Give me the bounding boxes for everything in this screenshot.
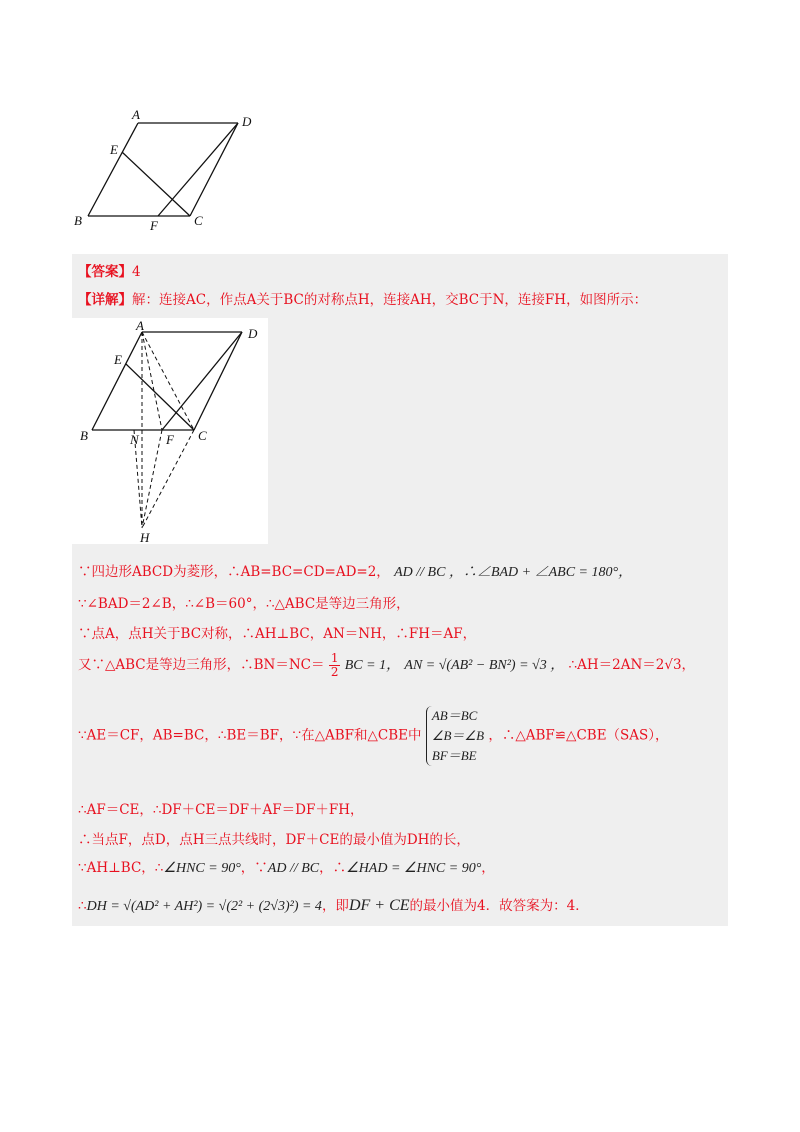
label-C: C — [194, 213, 203, 228]
step-4 — [78, 652, 695, 679]
step-7 — [78, 828, 470, 848]
step-9-math: DH = √(AD² + AH²) = √(2² + (2√3)²) = 4 — [86, 899, 322, 914]
construction-figure — [72, 318, 268, 544]
congruence-system — [426, 706, 484, 766]
label-C: C — [198, 428, 207, 443]
step-8-text-c: ，∴ — [319, 860, 347, 876]
step-4-math: AN = √(AB² − BN²) = √3 ， — [404, 658, 565, 673]
step-5-text-a: ∵AE＝CF，AB=BC，∴BE＝BF，∵在△ABF和△CBE中 — [78, 727, 422, 744]
solution-panel — [72, 254, 728, 926]
step-4-text-c: ∴AH＝2AN＝2√3， — [568, 657, 696, 673]
label-E: E — [114, 352, 122, 367]
system-row-1: AB＝BC — [431, 708, 478, 723]
step-8-text-b: ，∵ — [240, 860, 268, 876]
system-row-3: BF＝BE — [431, 748, 477, 763]
segment-EC — [126, 364, 194, 430]
step-9-text-c: 的最小值为4．故答案为：4． — [409, 898, 589, 914]
step-1 — [78, 560, 632, 581]
label-A: A — [132, 107, 140, 122]
segment-FH — [142, 430, 162, 528]
step-4-text-a: 又∵△ABC是等边三角形，∴BN＝NC＝ — [78, 657, 325, 673]
step-8 — [78, 856, 495, 877]
step-9-math-2: DF + CE — [348, 897, 410, 914]
detail-intro: 解：连接AC，作点A关于BC的对称点H，连接AH，交BC于N，连接FH，如图所示： — [132, 292, 648, 308]
label-D: D — [248, 326, 258, 341]
side-AB — [88, 123, 138, 216]
step-5-text-b: ，∴△ABF≌△CBE（SAS）， — [488, 727, 669, 744]
answer-line — [78, 260, 141, 280]
label-A: A — [136, 318, 144, 333]
step-9-text-b: ，即 — [321, 898, 349, 914]
fraction-numerator: 1 — [330, 651, 339, 665]
segment-AC — [142, 332, 194, 430]
step-1-text: ∵四边形ABCD为菱形，∴AB=BC=CD=AD=2， — [78, 564, 390, 580]
label-F: F — [166, 432, 174, 447]
answer-value: 4 — [132, 264, 141, 280]
step-6 — [78, 798, 364, 818]
label-E: E — [110, 142, 118, 157]
label-N: N — [130, 432, 139, 447]
step-7-text: ∴当点F，点D，点H三点共线时，DF＋CE的最小值为DH的长， — [78, 832, 470, 848]
rhombus-figure — [70, 100, 270, 240]
segment-FD — [158, 123, 238, 216]
step-4-text-b: BC = 1， — [344, 658, 401, 673]
segment-FD — [162, 332, 242, 430]
segment-EC — [122, 152, 190, 216]
step-6-text: ∴AF＝CE，∴DF＋CE＝DF＋AF＝DF＋FH， — [78, 802, 364, 818]
step-3 — [78, 622, 476, 642]
label-B: B — [74, 213, 82, 228]
step-5 — [78, 706, 669, 766]
label-H: H — [140, 530, 150, 544]
fraction-denominator: 2 — [330, 665, 339, 679]
segment-AF — [142, 332, 162, 430]
label-D: D — [242, 114, 252, 129]
step-8-text-a: ∵AH⊥BC，∴ — [78, 860, 164, 876]
step-2-text: ∵∠BAD＝2∠B，∴∠B＝60°，∴△ABC是等边三角形， — [78, 596, 410, 612]
label-B: B — [80, 428, 88, 443]
step-9-text-a: ∴ — [78, 898, 87, 914]
step-9 — [78, 894, 589, 915]
detail-tag: 【详解】 — [78, 292, 132, 308]
system-row-2: ∠B＝∠B — [431, 728, 485, 743]
fraction-half — [329, 652, 341, 679]
step-8-text-d: ， — [481, 860, 495, 876]
detail-line — [78, 288, 647, 308]
step-8-math-2: AD // BC — [267, 861, 320, 876]
step-1-math: AD // BC ，∴∠BAD + ∠ABC = 180°， — [394, 565, 633, 580]
step-8-math-1: ∠HNC = 90° — [163, 861, 241, 876]
label-F: F — [150, 218, 158, 233]
step-8-math-3: ∠HAD = ∠HNC = 90° — [346, 861, 482, 876]
answer-tag: 【答案】 — [78, 264, 132, 280]
step-3-text: ∵点A，点H关于BC对称，∴AH⊥BC，AN＝NH，∴FH＝AF， — [78, 626, 477, 642]
side-AB — [92, 332, 142, 430]
step-2 — [78, 592, 410, 612]
